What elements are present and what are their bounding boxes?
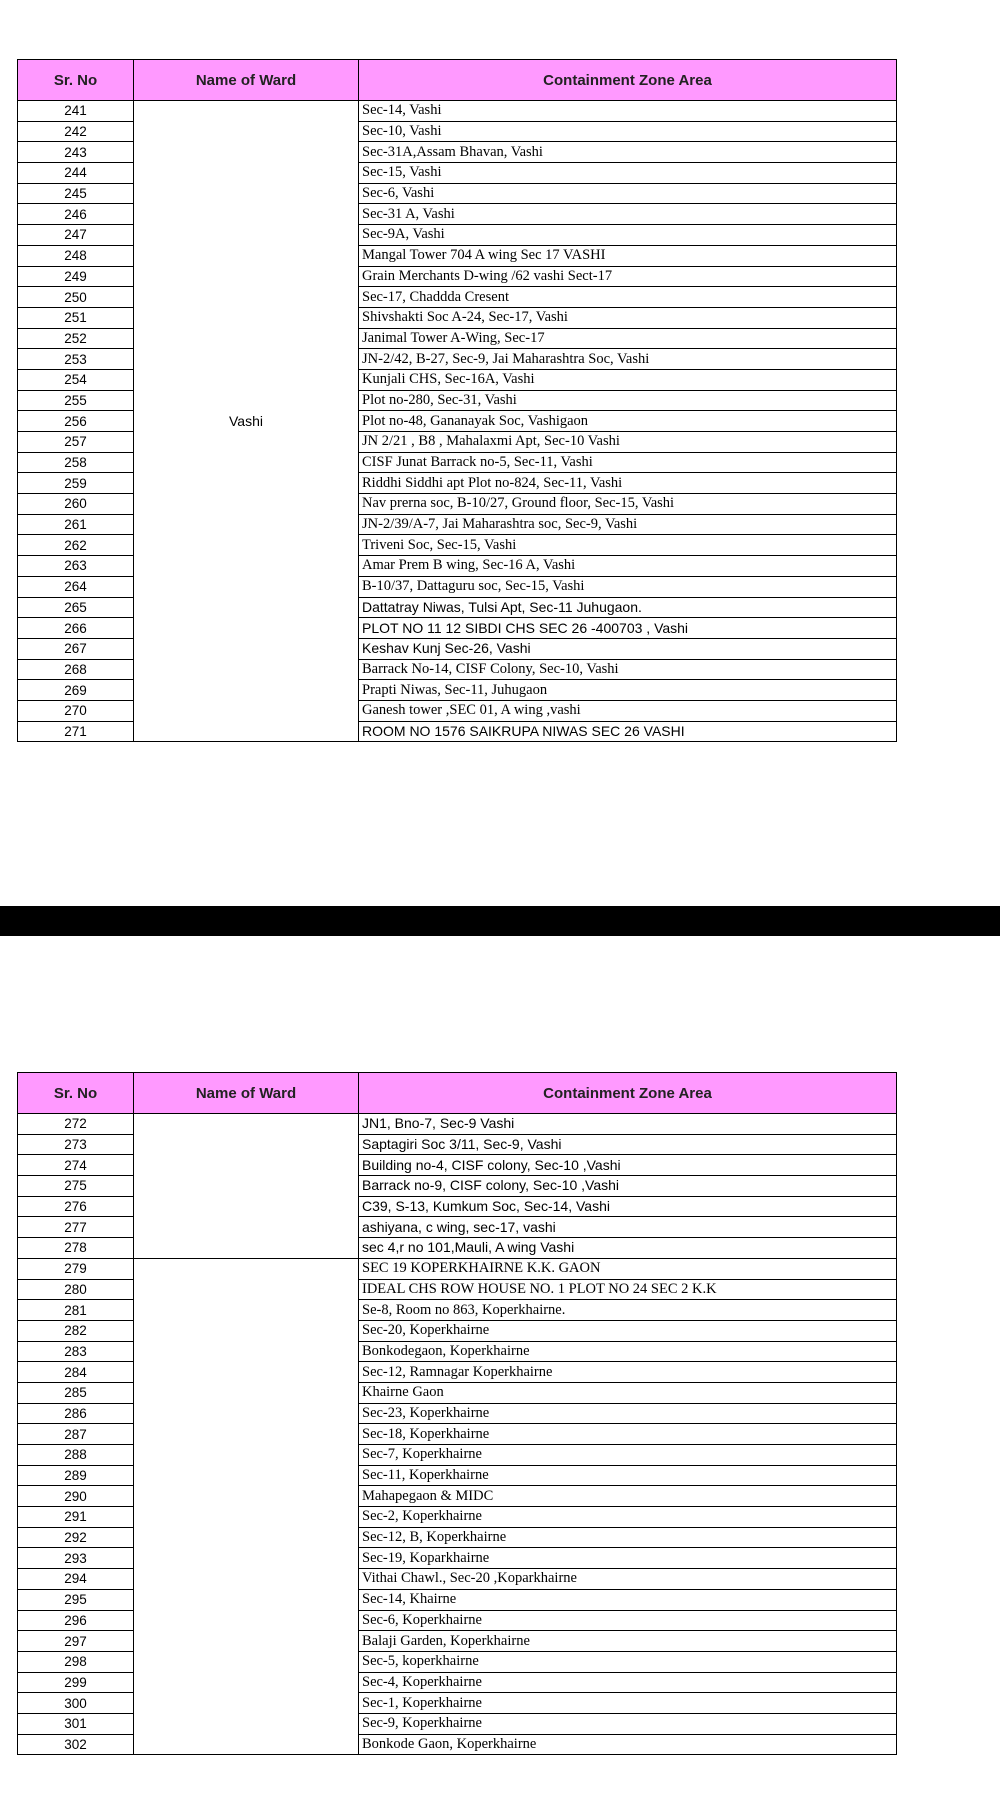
sr-no-cell: 268 <box>18 659 134 680</box>
containment-area-cell: Sec-7, Koperkhairne <box>359 1445 897 1466</box>
sr-no-cell: 279 <box>18 1258 134 1279</box>
sr-no-cell: 265 <box>18 597 134 618</box>
containment-area-cell: ashiyana, c wing, sec-17, vashi <box>359 1217 897 1238</box>
containment-area-cell: sec 4,r no 101,Mauli, A wing Vashi <box>359 1238 897 1259</box>
ward-name-cell: Vashi <box>134 101 359 742</box>
sr-no-cell: 251 <box>18 307 134 328</box>
sr-no-cell: 289 <box>18 1465 134 1486</box>
containment-area-cell: Building no-4, CISF colony, Sec-10 ,Vashi <box>359 1155 897 1176</box>
containment-area-cell: Se-8, Room no 863, Koperkhairne. <box>359 1300 897 1321</box>
header-area: Containment Zone Area <box>359 60 897 101</box>
sr-no-cell: 260 <box>18 494 134 515</box>
containment-area-cell: Sec-23, Koperkhairne <box>359 1403 897 1424</box>
sr-no-cell: 276 <box>18 1196 134 1217</box>
sr-no-cell: 294 <box>18 1569 134 1590</box>
containment-area-cell: Bonkode Gaon, Koperkhairne <box>359 1734 897 1755</box>
containment-area-cell: JN-2/42, B-27, Sec-9, Jai Maharashtra Soc, Vashi <box>359 349 897 370</box>
containment-area-cell: B-10/37, Dattaguru soc, Sec-15, Vashi <box>359 576 897 597</box>
sr-no-cell: 301 <box>18 1713 134 1734</box>
sr-no-cell: 241 <box>18 101 134 122</box>
sr-no-cell: 288 <box>18 1445 134 1466</box>
containment-area-cell: Sec-4, Koperkhairne <box>359 1672 897 1693</box>
containment-area-cell: Sec-31A,Assam Bhavan, Vashi <box>359 142 897 163</box>
ward-name-cell <box>134 1114 359 1259</box>
sr-no-cell: 274 <box>18 1155 134 1176</box>
sr-no-cell: 266 <box>18 618 134 639</box>
containment-area-cell: Sec-31 A, Vashi <box>359 204 897 225</box>
sr-no-cell: 282 <box>18 1320 134 1341</box>
sr-no-cell: 296 <box>18 1610 134 1631</box>
containment-area-cell: Sec-2, Koperkhairne <box>359 1507 897 1528</box>
sr-no-cell: 272 <box>18 1114 134 1135</box>
sr-no-cell: 252 <box>18 328 134 349</box>
header-area: Containment Zone Area <box>359 1073 897 1114</box>
containment-area-cell: Grain Merchants D-wing /62 vashi Sect-17 <box>359 266 897 287</box>
sr-no-cell: 286 <box>18 1403 134 1424</box>
containment-area-cell: C39, S-13, Kumkum Soc, Sec-14, Vashi <box>359 1196 897 1217</box>
containment-area-cell: Amar Prem B wing, Sec-16 A, Vashi <box>359 556 897 577</box>
containment-area-cell: Sec-9, Koperkhairne <box>359 1713 897 1734</box>
containment-area-cell: Bonkodegaon, Koperkhairne <box>359 1341 897 1362</box>
containment-area-cell: Kunjali CHS, Sec-16A, Vashi <box>359 369 897 390</box>
sr-no-cell: 298 <box>18 1651 134 1672</box>
sr-no-cell: 292 <box>18 1527 134 1548</box>
containment-area-cell: Barrack No-14, CISF Colony, Sec-10, Vashi <box>359 659 897 680</box>
containment-area-cell: Keshav Kunj Sec-26, Vashi <box>359 638 897 659</box>
sr-no-cell: 253 <box>18 349 134 370</box>
containment-area-cell: ROOM NO 1576 SAIKRUPA NIWAS SEC 26 VASHI <box>359 721 897 742</box>
containment-area-cell: Sec-1, Koperkhairne <box>359 1693 897 1714</box>
containment-area-cell: Sec-6, Vashi <box>359 183 897 204</box>
sr-no-cell: 256 <box>18 411 134 432</box>
ward-name-cell <box>134 1258 359 1755</box>
sr-no-cell: 284 <box>18 1362 134 1383</box>
sr-no-cell: 270 <box>18 700 134 721</box>
sr-no-cell: 264 <box>18 576 134 597</box>
containment-area-cell: Dattatray Niwas, Tulsi Apt, Sec-11 Juhugaon. <box>359 597 897 618</box>
sr-no-cell: 257 <box>18 432 134 453</box>
containment-area-cell: Sec-11, Koperkhairne <box>359 1465 897 1486</box>
containment-area-cell: Sec-15, Vashi <box>359 163 897 184</box>
containment-area-cell: JN-2/39/A-7, Jai Maharashtra soc, Sec-9, Vashi <box>359 514 897 535</box>
sr-no-cell: 300 <box>18 1693 134 1714</box>
sr-no-cell: 290 <box>18 1486 134 1507</box>
sr-no-cell: 250 <box>18 287 134 308</box>
containment-area-cell: Prapti Niwas, Sec-11, Juhugaon <box>359 680 897 701</box>
sr-no-cell: 295 <box>18 1589 134 1610</box>
sr-no-cell: 271 <box>18 721 134 742</box>
sr-no-cell: 262 <box>18 535 134 556</box>
sr-no-cell: 269 <box>18 680 134 701</box>
sr-no-cell: 254 <box>18 369 134 390</box>
containment-area-cell: Nav prerna soc, B-10/27, Ground floor, Sec-15, Vashi <box>359 494 897 515</box>
sr-no-cell: 267 <box>18 638 134 659</box>
containment-area-cell: Vithai Chawl., Sec-20 ,Koparkhairne <box>359 1569 897 1590</box>
containment-area-cell: JN 2/21 , B8 , Mahalaxmi Apt, Sec-10 Vashi <box>359 432 897 453</box>
sr-no-cell: 246 <box>18 204 134 225</box>
containment-table-1 <box>17 59 897 742</box>
header-sr-no: Sr. No <box>18 60 134 101</box>
sr-no-cell: 287 <box>18 1424 134 1445</box>
sr-no-cell: 275 <box>18 1176 134 1197</box>
containment-area-cell: Sec-12, B, Koperkhairne <box>359 1527 897 1548</box>
containment-area-cell: Sec-20, Koperkhairne <box>359 1320 897 1341</box>
sr-no-cell: 244 <box>18 163 134 184</box>
containment-area-cell: CISF Junat Barrack no-5, Sec-11, Vashi <box>359 452 897 473</box>
containment-area-cell: PLOT NO 11 12 SIBDI CHS SEC 26 -400703 , Vashi <box>359 618 897 639</box>
containment-area-cell: Plot no-48, Gananayak Soc, Vashigaon <box>359 411 897 432</box>
containment-area-cell: Sec-19, Koparkhairne <box>359 1548 897 1569</box>
containment-area-cell: Sec-12, Ramnagar Koperkhairne <box>359 1362 897 1383</box>
containment-area-cell: Balaji Garden, Koperkhairne <box>359 1631 897 1652</box>
containment-area-cell: Khairne Gaon <box>359 1382 897 1403</box>
containment-area-cell: Plot no-280, Sec-31, Vashi <box>359 390 897 411</box>
sr-no-cell: 278 <box>18 1238 134 1259</box>
header-ward: Name of Ward <box>134 60 359 101</box>
sr-no-cell: 302 <box>18 1734 134 1755</box>
containment-area-cell: Mahapegaon & MIDC <box>359 1486 897 1507</box>
containment-area-cell: Sec-5, koperkhairne <box>359 1651 897 1672</box>
sr-no-cell: 283 <box>18 1341 134 1362</box>
containment-area-cell: Sec-10, Vashi <box>359 121 897 142</box>
containment-area-cell: Ganesh tower ,SEC 01, A wing ,vashi <box>359 700 897 721</box>
sr-no-cell: 263 <box>18 556 134 577</box>
sr-no-cell: 299 <box>18 1672 134 1693</box>
sr-no-cell: 281 <box>18 1300 134 1321</box>
containment-area-cell: Sec-14, Khairne <box>359 1589 897 1610</box>
containment-area-cell: Sec-17, Chaddda Cresent <box>359 287 897 308</box>
sr-no-cell: 242 <box>18 121 134 142</box>
containment-area-cell: Triveni Soc, Sec-15, Vashi <box>359 535 897 556</box>
sr-no-cell: 285 <box>18 1382 134 1403</box>
sr-no-cell: 280 <box>18 1279 134 1300</box>
table-row <box>18 101 897 122</box>
containment-area-cell: Sec-18, Koperkhairne <box>359 1424 897 1445</box>
table-row <box>18 1258 897 1279</box>
sr-no-cell: 243 <box>18 142 134 163</box>
containment-area-cell: IDEAL CHS ROW HOUSE NO. 1 PLOT NO 24 SEC 2 K.K <box>359 1279 897 1300</box>
sr-no-cell: 249 <box>18 266 134 287</box>
sr-no-cell: 245 <box>18 183 134 204</box>
header-row <box>18 60 897 101</box>
containment-area-cell: Barrack no-9, CISF colony, Sec-10 ,Vashi <box>359 1176 897 1197</box>
containment-area-cell: Saptagiri Soc 3/11, Sec-9, Vashi <box>359 1134 897 1155</box>
sr-no-cell: 291 <box>18 1507 134 1528</box>
containment-area-cell: Sec-14, Vashi <box>359 101 897 122</box>
page-divider <box>0 906 1000 936</box>
sr-no-cell: 247 <box>18 225 134 246</box>
containment-area-cell: Shivshakti Soc A-24, Sec-17, Vashi <box>359 307 897 328</box>
sr-no-cell: 259 <box>18 473 134 494</box>
header-sr-no: Sr. No <box>18 1073 134 1114</box>
sr-no-cell: 255 <box>18 390 134 411</box>
sr-no-cell: 273 <box>18 1134 134 1155</box>
sr-no-cell: 297 <box>18 1631 134 1652</box>
table-row <box>18 1114 897 1135</box>
sr-no-cell: 248 <box>18 245 134 266</box>
sr-no-cell: 261 <box>18 514 134 535</box>
sr-no-cell: 277 <box>18 1217 134 1238</box>
header-row <box>18 1073 897 1114</box>
containment-area-cell: Riddhi Siddhi apt Plot no-824, Sec-11, Vashi <box>359 473 897 494</box>
containment-area-cell: Mangal Tower 704 A wing Sec 17 VASHI <box>359 245 897 266</box>
sr-no-cell: 258 <box>18 452 134 473</box>
containment-table-2 <box>17 1072 897 1755</box>
containment-area-cell: Sec-9A, Vashi <box>359 225 897 246</box>
containment-area-cell: JN1, Bno-7, Sec-9 Vashi <box>359 1114 897 1135</box>
containment-area-cell: Sec-6, Koperkhairne <box>359 1610 897 1631</box>
containment-area-cell: SEC 19 KOPERKHAIRNE K.K. GAON <box>359 1258 897 1279</box>
containment-area-cell: Janimal Tower A-Wing, Sec-17 <box>359 328 897 349</box>
sr-no-cell: 293 <box>18 1548 134 1569</box>
header-ward: Name of Ward <box>134 1073 359 1114</box>
